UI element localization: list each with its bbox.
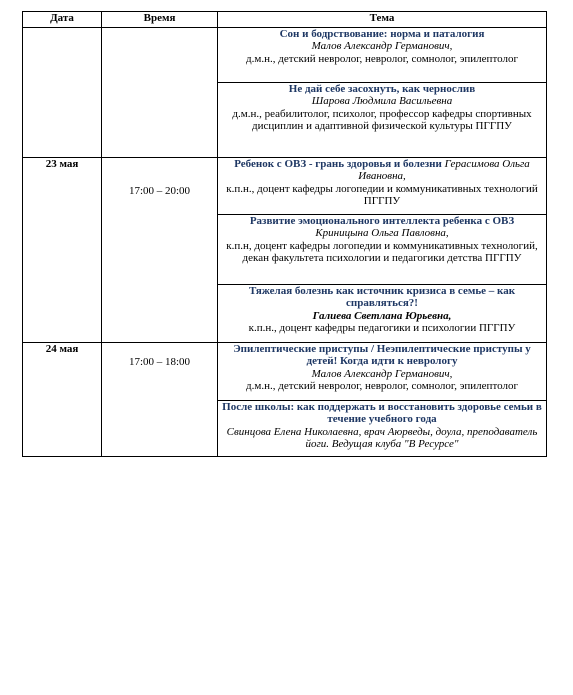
topic-cell	[218, 343, 547, 401]
session-speaker: Шарова Людмила Васильевна	[311, 95, 453, 108]
header-row	[23, 12, 547, 28]
speaker-credentials: д.м.н., детский невролог, невролог, сомнолог, эпилептолог	[246, 380, 518, 393]
session-title: Не дай себе засохнуть, как чернослив	[288, 83, 476, 95]
time-cell-empty	[102, 28, 218, 158]
session-speaker: Малов Александр Германович,	[311, 367, 453, 380]
topic-cell	[218, 158, 547, 215]
session-speaker: Галиева Светлана Юрьевна,	[312, 309, 452, 322]
session-speaker: Криницына Ольга Павловна,	[315, 227, 449, 240]
date-cell: 24 мая	[23, 343, 102, 457]
time-cell	[102, 343, 218, 457]
topic-cell	[218, 401, 547, 457]
speaker-credentials: к.п.н., доцент кафедры педагогики и психологии ПГГПУ	[248, 322, 516, 335]
session-speaker: Малов Александр Германович,	[311, 40, 453, 53]
header-date: Дата	[23, 12, 102, 28]
table-row	[23, 158, 547, 215]
speaker-credentials: к.п.н., доцент кафедры логопедии и коммуникативных технологий ПГГПУ	[226, 182, 538, 208]
session-title-text: Ребенок с ОВЗ - грань здоровья и болезни	[234, 158, 442, 170]
table-row	[23, 343, 547, 401]
speaker-credentials: к.п.н, доцент кафедры логопедии и коммуникативных технологий, декан факультета психологии и педагогики детства ПГГПУ	[226, 239, 538, 265]
time-cell	[102, 158, 218, 343]
header-time: Время	[102, 12, 218, 28]
speaker-credentials: д.м.н., детский невролог, невролог, сомнолог, эпилептолог	[246, 52, 518, 65]
topic-cell	[218, 285, 547, 343]
table-row	[23, 28, 547, 83]
time-value: 17:00 – 18:00	[128, 356, 191, 368]
session-title: Развитие эмоционального интеллекта ребенка с ОВЗ	[249, 215, 515, 227]
time-value: 17:00 – 20:00	[128, 185, 191, 197]
session-speaker: Свинцова Елена Николаевна, врач Аюрведы, доула, преподаватель йоги. Ведущая клуба "В Ресурсе"	[226, 425, 538, 451]
session-title: Эпилептические приступы / Неэпилептические приступы у детей! Когда идти к неврологу	[233, 343, 531, 368]
topic-cell	[218, 215, 547, 285]
date-cell-empty	[23, 28, 102, 158]
header-topic: Тема	[218, 12, 547, 28]
topic-cell	[218, 83, 547, 158]
schedule-table	[22, 11, 547, 457]
session-title	[220, 158, 544, 183]
topic-cell	[218, 28, 547, 83]
session-title: Тяжелая болезнь как источник кризиса в семье – как справляться?!	[248, 285, 516, 310]
speaker-credentials: д.м.н., реабилитолог, психолог, профессор кафедры спортивных дисциплин и адаптивной физической культуры ПГГПУ	[232, 107, 532, 133]
session-title: Сон и бодрствование: норма и паталогия	[279, 28, 485, 40]
session-title: После школы: как поддержать и восстановить здоровье семьи в течение учебного года	[222, 401, 542, 426]
date-cell: 23 мая	[23, 158, 102, 343]
session-speaker: Герасимова Ольга Ивановна,	[358, 158, 530, 183]
